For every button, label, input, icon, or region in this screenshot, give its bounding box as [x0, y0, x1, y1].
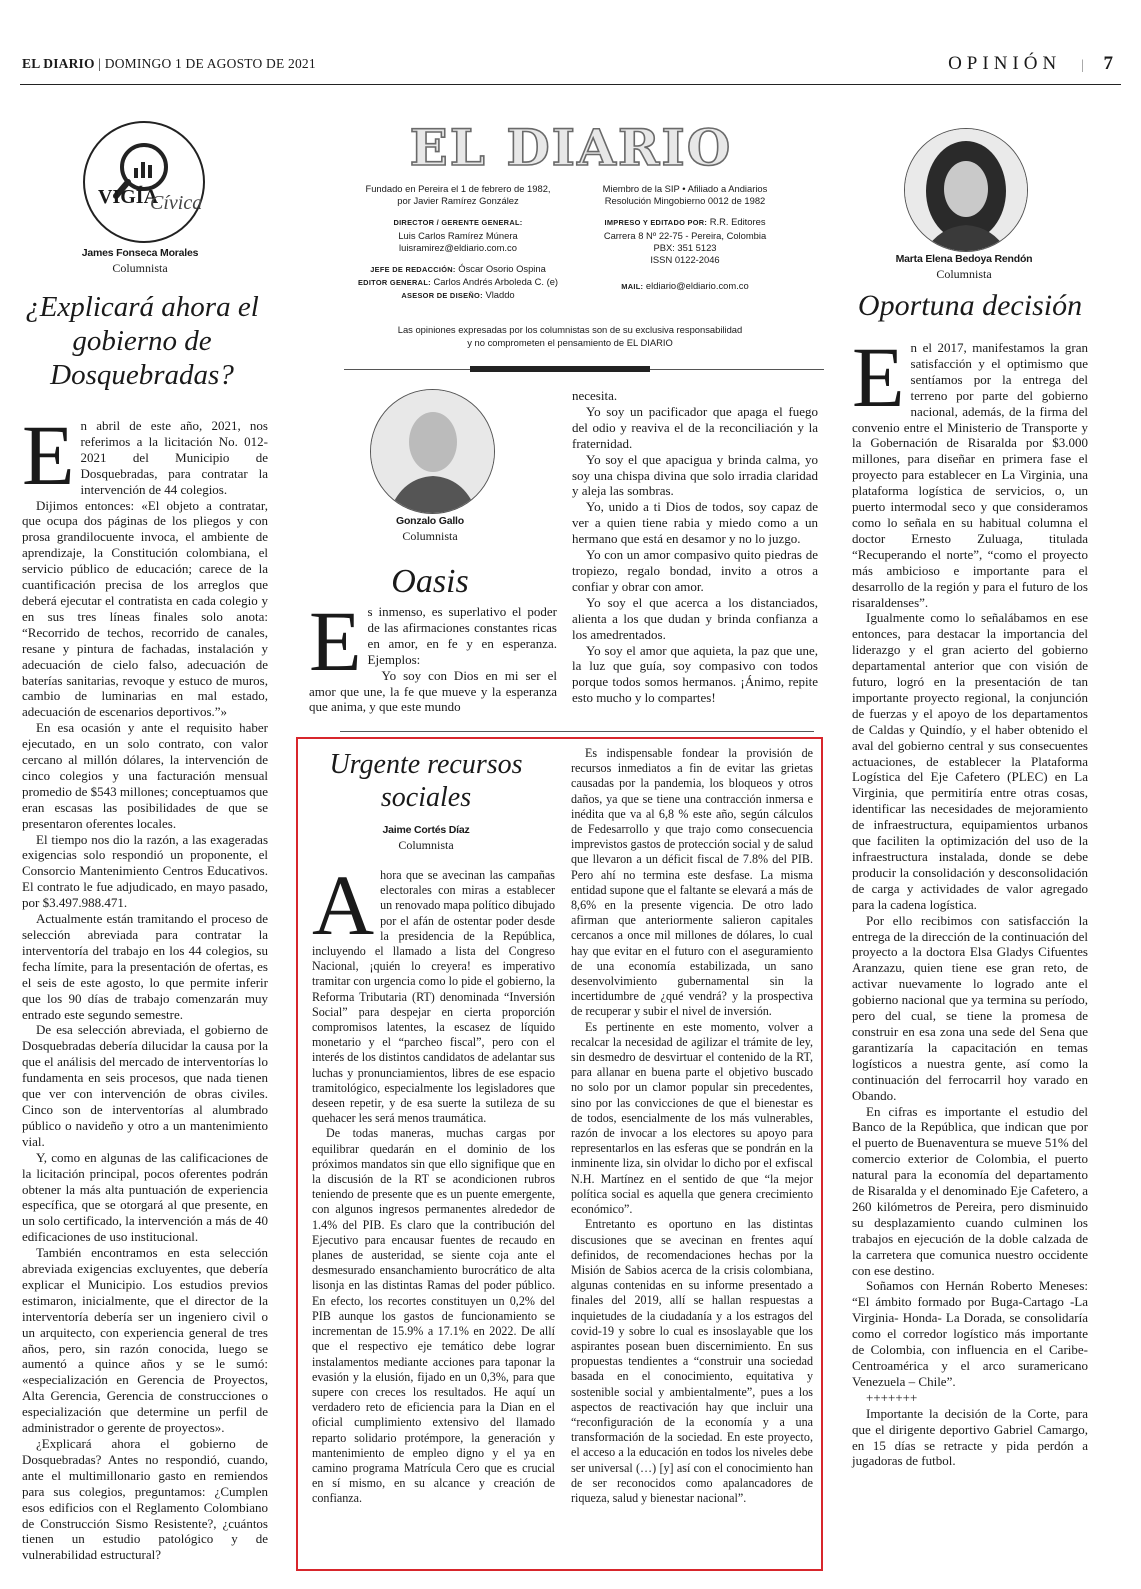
director-name: Luis Carlos Ramírez Múnera — [398, 229, 518, 241]
jefe-caption: JEFE DE REDACCIÓN: — [370, 265, 456, 275]
article-body-oasis-left — [309, 593, 557, 715]
header-section — [948, 53, 1113, 75]
paragraph: Yo soy el amor que aquieta, la paz que une, la luz que guía, soy compasivo con todos porque todos somos hermanos. ¡Ánimo, repite esto mucho y lo compartes! — [572, 642, 818, 706]
paragraph: Importante la decisión de la Corte, para que el dirigente deportivo Gabriel Camargo, en 15 días se retracte y pida perdón a jugadoras de futbol. — [852, 1405, 1088, 1469]
paper-name: EL DIARIO — [22, 56, 95, 71]
paragraph: s inmenso, es superlativo el poder de las afirmaciones constantes ricas en amor, en fe y en esperanza. Ejemplos: — [367, 604, 557, 667]
section-separator: | — [1080, 58, 1084, 73]
address-line: Carrera 8 Nº 22-75 - Pereira, Colombia — [603, 229, 767, 241]
paragraph: En esa ocasión y ante el requisito haber ejecutado, en un solo contrato, con valor cercano al millón dólares, la intervención de cinco colegios y una facturación mensual promedio de $543 millones; conceptuamos que eran escasas las posibilidades de que se presentaron oferentes locales. — [22, 720, 268, 831]
paragraph: n el 2017, manifestamos la gran satisfacción y el optimismo que sentíamos por la entrega del terreno por parte del gobierno nacional, además, de la firma del convenio entre el Ministerio de Transporte y la Gobernación de Risaralda por $3.000 millones, para diseñar en primera fase el proyecto para establecer en La Virginia, una plataforma logística de servicios, o, un puerto intermodal seco y que consideramos como lo señala en su habitual columna el doctor Ernesto Zuluaga, titulada “Recuperando el norte”, “como el proyecto más ambicioso e importante para el desarrollo de la región y para el futuro de los risaraldenses”. — [852, 340, 1088, 610]
columnist-photo — [904, 128, 1028, 252]
section-divider — [340, 731, 814, 732]
printed-name: R.R. Editores — [709, 216, 766, 228]
masthead-left-credits — [348, 183, 568, 303]
paragraph: De todas maneras, muchas cargas por equilibrar quedarán en el dominio de los próximos mandatos sin que ello signifique que en la discusión de la RT se acondicionen rubros teniendo de presente que es un puente emergente, con algunos ingresos permanentes alrededor de 1.4% del PIB. Es claro que la contribución del Ejecutivo para encausar fuentes de recaudo en planes de austeridad, se siente coja ante el desmesurado ensanchamiento burocrático de alta lisonja en las distintas Ramas del poder público. En efecto, los recortes constituyen un 0,2% del PIB aunque los gastos de funcionamiento se incrementan de 15.9% a 17.1% en 2022. De allí que el respectivo eje temático debe lograr instalamentos mediante acciones para taponar la evasión y la elusión, fijado en un 0,3%, para que supere con creces los resultados. He aquí un verdadero reto de eficiencia para la Dian en el oficial cumplimiento extensivo del llamado reparto solidario protémpore, la generación y mantenimiento de empleo digno y el ya en camino programa Matrícula Cero que es crucial en sí mismo, en su alcance y creación de confianza. — [312, 1126, 555, 1506]
header-rule — [20, 84, 1121, 85]
author-name: Jaime Cortés Díaz — [382, 824, 470, 836]
paragraph: En cifras es importante el estudio del Banco de la República, que indican que por el puerto de Buenaventura se mueve 51% del comercio exterior de Colombia, el puerto natural para la economía del departamento de Risaralda y el denominado Eje Cafetero, a 260 kilómetros de Pereira, pero disminuido su desplazamiento cuando culminen los trabajos en ejecución de la doble calzada de la carretera que comunica nuestro occidente con ese destino. — [852, 1103, 1088, 1278]
article-title: ¿Explicará ahora el gobierno de Dosquebradas? — [25, 291, 259, 391]
paragraph: Es indispensable fondear la provisión de recursos inmediatos a fin de evitar las grietas causadas por la pandemia, los bloqueos y otros daños, ya que se tiene una contracción inmersa e inédita que va al 6,8 % este año, según cálculos de Fedesarrollo y que trajo como consecuencia imprevistos gastos de protección social y de salud que llevaron a un déficit fiscal de 7.8% del PIB. Pero ahí no termina este desfase. La misma entidad supone que el faltante se elevará a más de 8,6% en la presente vigencia. De otro lado afirman que anteriormente salieron capitales cercanos a once mil millones de dólares, lo cual hay que evitar en el futuro con el aseguramiento de una economía estabilizada, un sano desenvolvimiento gubernamental sin la incertidumbre de ¿qué vendrá? y la prospectiva de recuperar y subir el nivel de inversión. — [571, 746, 813, 1019]
editor-caption: EDITOR GENERAL: — [357, 278, 431, 288]
header-separator: | — [98, 56, 105, 71]
paragraph: ¿Explicará ahora el gobierno de Dosquebradas? Antes no respondió, cuando, ante el multimillonario gasto en remiendos para sus colegios, preguntamos: ¿Cumplen esos edificios con el Reglamento Colombiano de Construcción Sismo Resistente?, ¿cuántos tienen un estudio patológico y de vulnerabilidad estructural? — [22, 1436, 268, 1563]
paragraph: necesita. — [572, 388, 618, 403]
founded-line-2: por Javier Ramírez González — [397, 195, 519, 207]
paragraph: Yo soy con Dios en mi ser el amor que une, la fe que mueve y la esperanza que anima, y que este mundo — [309, 667, 557, 715]
header-date: DOMINGO 1 DE AGOSTO DE 2021 — [104, 56, 316, 71]
article-title: Oportuna decisión — [857, 289, 1083, 322]
author-role: Columnista — [402, 529, 458, 543]
byline-oasis — [340, 515, 520, 544]
header-dateline — [22, 56, 316, 72]
paragraph: Soñamos con Hernán Roberto Meneses: “El ámbito formado por Buga-Cartago -La Virginia- Honda- La Dorada, se consolidaría como el corredor logístico más importante de Colombia, con influencia en el Caribe-Centroamérica y el arco suramericano Venezuela – Chile”. — [852, 1278, 1088, 1389]
paragraph: Yo, unido a ti Dios de todos, soy capaz de ver a quien tiene rabia y miedo como a un hermano que está en desamor y no lo juzgo. — [572, 499, 818, 547]
disclaimer-line-2: y no comprometen el pensamiento de EL DIARIO — [467, 336, 673, 348]
portrait-placeholder — [371, 390, 494, 513]
vigia-civica-logo — [82, 120, 206, 244]
article-title: Oasis — [391, 563, 469, 600]
paragraph: Por ello recibimos con satisfacción la entrega de la dirección de la continuación del proyecto a la doctora Elsa Gladys Cifuentes Aranzazu, quien tiene ese gran reto, de activar nuevamente lo logrado ante el gobierno nacional que ya termina su período, pero del cual, se tiene la promesa de construir en esa zona una sede del Sena que garantizaría la capacitación en temas logísticos a nuestra gente, así como la continuación del ferrocarril hoy varado en Obando. — [852, 912, 1088, 1103]
byline-right — [852, 253, 1076, 282]
article-body-left — [22, 407, 268, 1563]
author-role: Columnista — [112, 261, 168, 275]
director-mail: luisramirez@eldiario.com.co — [399, 241, 517, 253]
author-name: James Fonseca Morales — [81, 247, 199, 259]
byline-left — [30, 247, 250, 276]
paragraph: Actualmente están tramitando el proceso de selección abreviada para contratar la interventoría del trabajo en los 44 colegios, su fecha límite, para la presentación de ofertas, es el seis de este agosto, lo que permite inferir que los 90 días de trabajo comenzarán muy entrado este segundo semestre. — [22, 911, 268, 1022]
paragraph: El tiempo nos dio la razón, a las exageradas exigencias solo respondió un proponente, el Consorcio Mantenimiento Centros Educativos. El contrato le fue adjudicado, en mayo pasado, por $3.497.988.471. — [22, 831, 268, 911]
printed-caption: IMPRESO Y EDITADO POR: — [604, 218, 708, 228]
paragraph: Entretanto es oportuno en las distintas discusiones que se avecinan en frentes aquí definidos, de recomendaciones hechas por la Misión de Sabios acerca de la crisis colombiana, algunas contenidas en su informe presentado a finales del 2019, allí se hallan respuestas a inquietudes de la ciudadanía y a los estragos del covid-19 y sobre lo cual es insoslayable que los aspirantes posean buen discernimiento. En sus propuestas tendientes a “construir una sociedad basada en el conocimiento, equitativa y sostenible social y ambientalmente”, pues a los aspectos de reactivación hay que incluir una “reconfiguración de la economía y a una transformación de la sociedad. En este proyecto, el acceso a la educación en todos los niveles debe ser universal (…) [y] así con el conocimiento han de ser reconocidos como apalancadores de riqueza, salud y bienestar nacional”. — [571, 1217, 813, 1505]
disclaimer-line-1: Las opiniones expresadas por los columnistas son de su exclusiva responsabilidad — [397, 324, 743, 335]
civica-word: Cívica — [150, 192, 203, 214]
author-role: Columnista — [398, 838, 454, 852]
paragraph: Y, como en algunas de las calificaciones de la licitación principal, pocos oferentes podrán obtener la más alta puntuación de experiencia específica, que se otorgará al que presente, en un solo certificado, la intervención a más de 40 edificaciones de uso institucional. — [22, 1149, 268, 1245]
paragraph: n abril de este año, 2021, nos referimos a la licitación No. 012-2021 del Municipio de Dosquebradas, para contratar la intervención de 44 colegios. — [80, 418, 268, 497]
mail-address: eldiario@eldiario.com.co — [645, 280, 749, 292]
columnist-photo — [370, 389, 495, 514]
jefe-name: Óscar Osorio Ospina — [458, 263, 546, 275]
section-name: OPINIÓN — [948, 53, 1062, 74]
article-body-right — [852, 329, 1088, 1469]
paragraph: Dijimos entonces: «El objeto a contratar, que ocupa dos páginas de los pliegos y con prosa grandilocuente invoca, el ambiente de aprendizaje, la Constitución colombiana, el servicio público de educación; carece de la cuantificación precisa de los arreglos que deberá ejecutar el contratista en cada colegio y en sus tres líneas finales solo anota: “Recorrido de techos, recorrido de canales, resane y pintura de fachadas, instalación y adecuación de cielo falso, adecuación de baterías sanitarias, revoque y estuco de muros, cambio de luminarias en mal estado, adecuación de escenarios deportivos.”» — [22, 497, 268, 720]
article-body-urgente-left — [312, 857, 555, 1507]
dropcap: E — [22, 407, 75, 503]
magnifier-chart-icon — [82, 120, 206, 244]
portrait-placeholder — [905, 129, 1027, 251]
member-line: Miembro de la SIP • Afiliado a Andiarios — [602, 183, 768, 194]
author-role: Columnista — [936, 267, 992, 281]
masthead-right-credits — [574, 183, 796, 302]
resolution-line: Resolución Mingobierno 0012 de 1982 — [604, 195, 766, 207]
director-caption: DIRECTOR / GERENTE GENERAL: — [393, 218, 523, 228]
dropcap: A — [312, 857, 375, 953]
vigia-word: VIGÍA — [98, 186, 159, 208]
disclaimer-note — [360, 324, 780, 349]
paragraph: Yo con un amor compasivo quito piedras de tropiezo, regalo bondad, invito a otros a confiar y obrar con amor. — [572, 547, 818, 594]
mail-caption: MAIL: — [621, 282, 644, 292]
editor-name: Carlos Andrés Arboleda C. (e) — [433, 276, 559, 288]
asesor-name: Vladdo — [485, 289, 515, 301]
pbx-line: PBX: 351 5123 — [653, 241, 717, 253]
paragraph: Es pertinente en este momento, volver a recalcar la necesidad de agilizar el trámite de ley, sin desmedro de desvirtuar el contenido de la RT, para allanar en buena parte el objetivo buscado no solo por un clamor popular sin precedentes, sino por las convicciones de que el bienestar es de todos, esencialmente de los más vulnerables, razón de invocar a los electores su apoyo para representarlos en las esferas que se pondrán en la inminente liza, sin olvidar lo dicho por el exfiscal N.H. Martínez en el sentido de que “la mejor política social es aquella que genera crecimiento económico”. — [571, 1019, 813, 1217]
author-name: Gonzalo Gallo — [396, 515, 464, 527]
issn-line: ISSN 0122-2046 — [650, 254, 720, 266]
paragraph: También encontramos en esta selección abreviada exigencias excluyentes, que debería explicar el Municipio. Los estudios previos estimaron, inicialmente, que el director de la interventoría debería ser un ingeniero civil o un arquitecto, con experiencia general de tres años, pero, sin razón conocida, luego se aumentó a quince años y se le sumó: «especialización en Gerencia de Proyectos, Alta Gerencia, Gerencia de construcciones o especialización que determine un perfil de administrador o gerente de proyectos». — [22, 1245, 268, 1436]
article-body-oasis-right — [572, 388, 818, 706]
dropcap: E — [309, 593, 362, 689]
paragraph: Igualmente como lo señalábamos en ese entonces, para destacar la importancia del liderazgo y el gran acierto del gobierno departamental anterior que con visión de futuro, logró en la presentación de tan importante proyecto regional, la conjunción de fuerzas y el apoyo de los departamentos de Caldas y Quindío, y el haber obtenido el aval del gobierno central y sus consecuentes actuaciones, de establecer la Plataforma Logística del Eje Cafetero (PLEC) en La Virginia, que permitiría entre otras cosas, identificar las necesidades de mejoramiento de infraestructura, equipamientos urbanos que faciliten la optimización del uso de la infraestructura instalada, donde se debe producir la consolidación y desconsolidación de carga y actividades de valor agregado para la cadena logística. — [852, 610, 1088, 912]
founded-line-1: Fundado en Pereira el 1 de febrero de 1982, — [365, 183, 551, 194]
paragraph: Yo soy el que acerca a los distanciados, alienta a los que dudan y brinda confianza a los amedrentados. — [572, 594, 818, 642]
dropcap: E — [852, 329, 905, 425]
article-body-urgente-right — [571, 746, 813, 1506]
paragraph: Yo soy el que apacigua y brinda calma, yo soy una chispa divina que solo irradia claridad y aleja las sombras. — [572, 451, 818, 499]
separator-marks: +++++++ — [866, 1389, 918, 1405]
masthead-logo: EL DIARIO — [409, 118, 733, 177]
author-name: Marta Elena Bedoya Rendón — [895, 253, 1033, 265]
paragraph: Yo soy un pacificador que apaga el fuego del odio y reaviva el de la reconciliación y la fraternidad. — [572, 403, 818, 451]
article-title: Urgente recursos sociales — [329, 749, 523, 813]
paragraph: hora que se avecinan las campañas electorales con miras a establecer un renovado mapa político dibujado por el afán de ostentar poder desde la presidencia de la República, incluyendo el llamado a lista del Congreso Nacional, ¡quién lo creyera! es imperativo tramitar con urgencia como lo pide el gobierno, la Reforma Tributaria (RT) denominada “Inversión Social” para despejar en cierta proporción compromisos latentes, la escasez de líquido monetario y el “parcheo fiscal”, pero con el interés de los distintos candidatos de adelantar sus luchas y pronunciamientos, libres de ese espacio tramitológico, especialmente los legisladores que deseen repetir, y de esa suerte la sutileza de su quehacer les será menos traumática. — [312, 868, 555, 1126]
masthead-bar — [470, 366, 650, 372]
page-number: 7 — [1103, 53, 1113, 74]
byline-urgente — [316, 824, 536, 853]
paragraph: De esa selección abreviada, el gobierno de Dosquebradas debería dilucidar la causa por la que el análisis del mercado de interventorías lo fundamenta en seis procesos, que nada tienen que ver con intervención de obras civiles. Cinco son de interventorías al alumbrado público o navideño y otro a un mantenimiento vial. — [22, 1022, 268, 1149]
asesor-caption: ASESOR DE DISEÑO: — [401, 291, 483, 301]
